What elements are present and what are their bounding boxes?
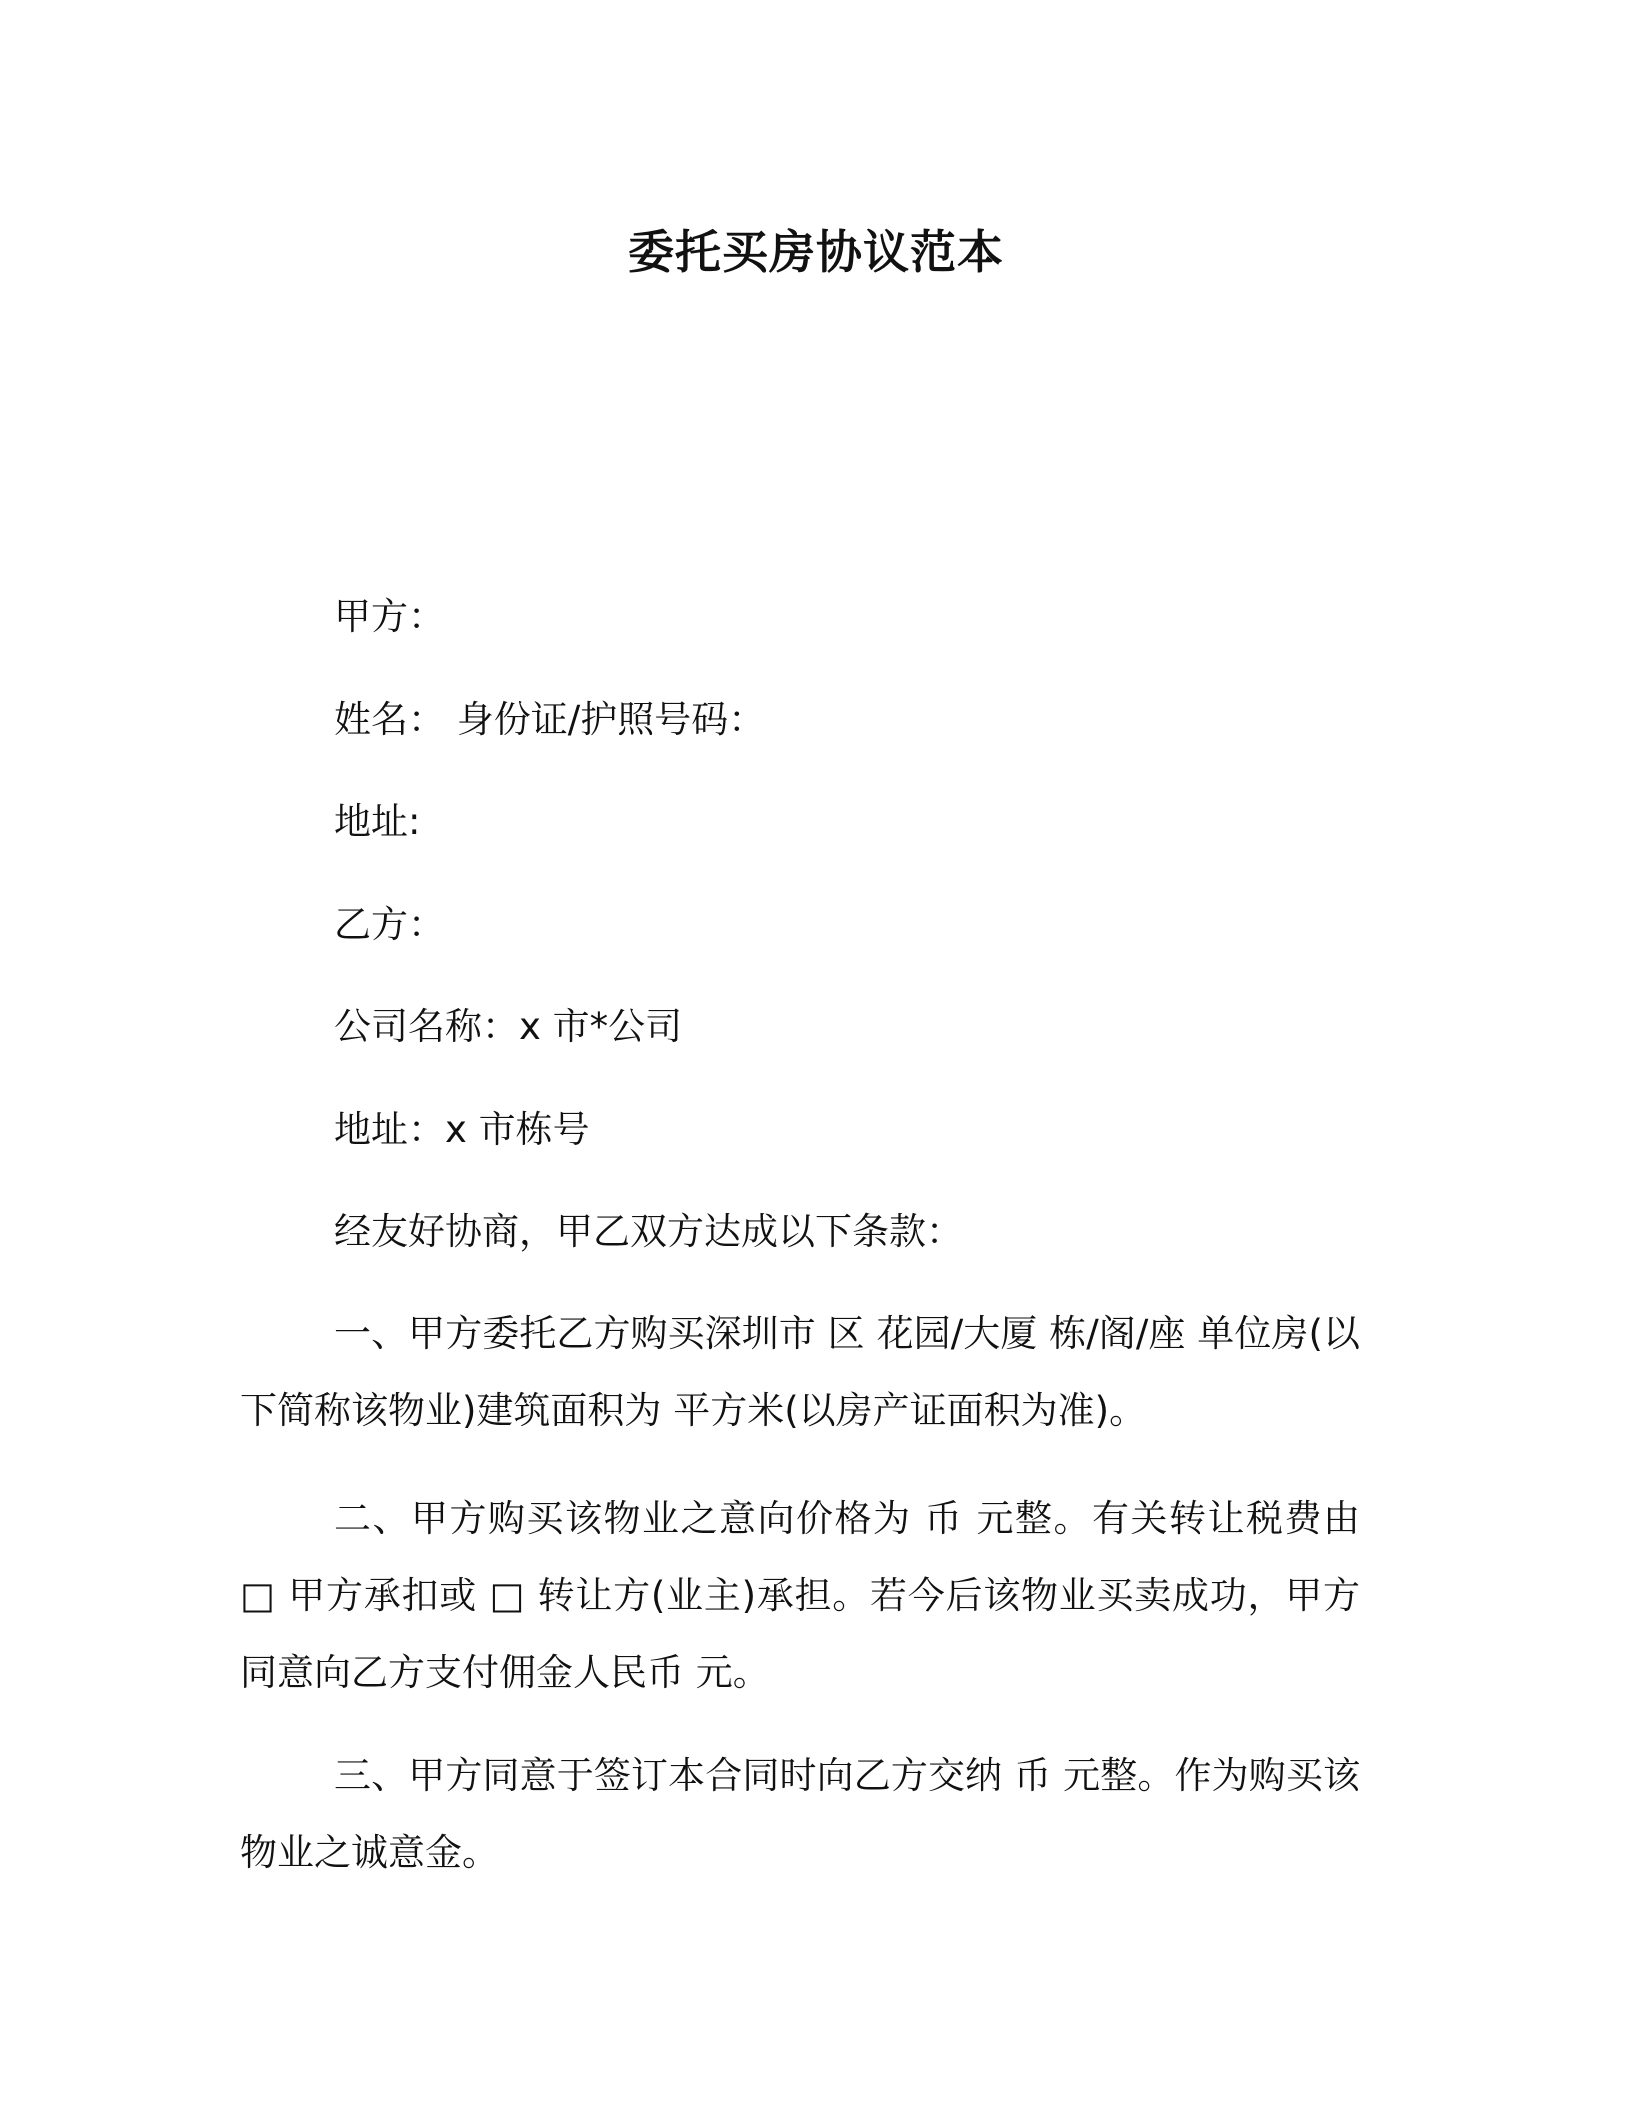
clause-1: 一、甲方委托乙方购买深圳市 区 花园/大厦 栋/阁/座 单位房(以下简称该物业)建筑面积为 平方米(以房产证面积为准)。	[240, 1312, 1360, 1432]
party-b-address: 地址：x 市栋号	[334, 1108, 590, 1151]
party-a-label: 甲方：	[334, 595, 445, 638]
document-title: 委托买房协议范本	[628, 225, 1004, 279]
company-name: 公司名称：x 市*公司	[334, 1005, 683, 1048]
party-a-address: 地址:	[334, 800, 421, 843]
party-b-label: 乙方：	[334, 903, 445, 946]
clause-3: 三、甲方同意于签订本合同时向乙方交纳 币 元整。作为购买该物业之诚意金。	[240, 1754, 1360, 1874]
name-id-line: 姓名： 身份证/护照号码：	[334, 698, 766, 741]
intro-text: 经友好协商，甲乙双方达成以下条款：	[334, 1210, 963, 1253]
clause-2: 二、甲方购买该物业之意向价格为 币 元整。有关转让税费由 □ 甲方承扣或 □ 转让方(业主)承担。若今后该物业买卖成功，甲方同意向乙方支付佣金人民币 元。	[240, 1497, 1360, 1694]
